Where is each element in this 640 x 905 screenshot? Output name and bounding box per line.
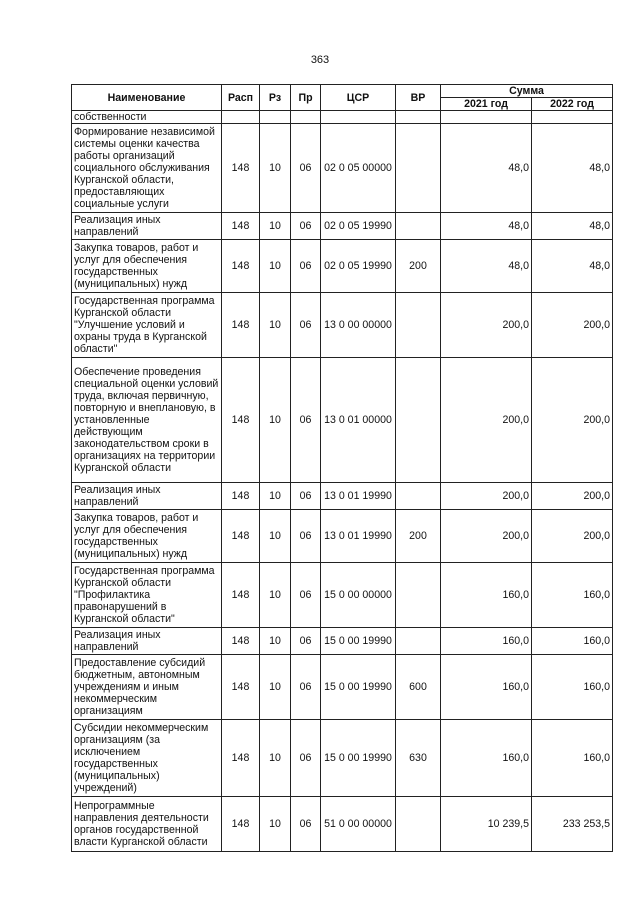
row-pr-cell: 06 [291, 124, 321, 213]
table-row [72, 797, 613, 852]
row-amount-2022-cell: 200,0 [532, 483, 613, 510]
row-vr-cell [396, 797, 441, 852]
row-pr-cell: 06 [291, 510, 321, 563]
row-vr-cell [396, 213, 441, 240]
table-row [72, 240, 613, 293]
row-name-cell: собственности [72, 111, 222, 124]
table-row [72, 510, 613, 563]
header-row-top [72, 85, 613, 98]
row-vr-cell [396, 111, 441, 124]
row-name-cell: Государственная программа Курганской области "Улучшение условий и охраны труда в Курганской области" [72, 293, 222, 358]
row-rasp-cell: 148 [222, 628, 260, 655]
row-amount-2021-cell: 160,0 [441, 563, 532, 628]
table-body [72, 111, 613, 852]
row-name-cell: Реализация иных направлений [72, 483, 222, 510]
row-name-cell: Субсидии некоммерческим организациям (за исключением государственных (муниципальных) учреждений) [72, 720, 222, 797]
row-csr-cell: 13 0 01 19990 [321, 483, 396, 510]
row-vr-cell [396, 563, 441, 628]
row-amount-2021-cell: 48,0 [441, 240, 532, 293]
page-number: 363 [310, 54, 330, 66]
header-sum: Сумма [441, 85, 613, 98]
row-pr-cell: 06 [291, 293, 321, 358]
row-pr-cell: 06 [291, 358, 321, 483]
row-csr-cell: 15 0 00 19990 [321, 628, 396, 655]
row-rz-cell: 10 [260, 483, 291, 510]
row-rasp-cell: 148 [222, 293, 260, 358]
row-amount-2022-cell: 160,0 [532, 720, 613, 797]
row-amount-2021-cell: 160,0 [441, 655, 532, 720]
row-rz-cell: 10 [260, 510, 291, 563]
row-amount-2022-cell: 48,0 [532, 124, 613, 213]
row-pr-cell: 06 [291, 797, 321, 852]
row-rz-cell: 10 [260, 563, 291, 628]
row-rasp-cell: 148 [222, 720, 260, 797]
table-row [72, 720, 613, 797]
row-name-cell: Непрограммные направления деятельности органов государственной власти Курганской области [72, 797, 222, 852]
row-amount-2021-cell: 10 239,5 [441, 797, 532, 852]
row-name-cell: Реализация иных направлений [72, 213, 222, 240]
row-amount-2022-cell: 233 253,5 [532, 797, 613, 852]
row-csr-cell: 02 0 05 00000 [321, 124, 396, 213]
row-csr-cell: 15 0 00 19990 [321, 655, 396, 720]
table-row [72, 358, 613, 483]
row-pr-cell: 06 [291, 213, 321, 240]
header-year-2021: 2021 год [441, 98, 532, 111]
row-pr-cell: 06 [291, 563, 321, 628]
table-row [72, 124, 613, 213]
table-row [72, 655, 613, 720]
row-rasp-cell: 148 [222, 124, 260, 213]
header-pr: Пр [291, 85, 321, 111]
row-amount-2021-cell: 200,0 [441, 358, 532, 483]
row-vr-cell: 600 [396, 655, 441, 720]
row-csr-cell [321, 111, 396, 124]
row-amount-2022-cell [532, 111, 613, 124]
row-csr-cell: 15 0 00 19990 [321, 720, 396, 797]
row-csr-cell: 13 0 01 00000 [321, 358, 396, 483]
row-pr-cell: 06 [291, 240, 321, 293]
header-csr: ЦСР [321, 85, 396, 111]
row-rz-cell [260, 111, 291, 124]
row-pr-cell: 06 [291, 720, 321, 797]
row-amount-2022-cell: 160,0 [532, 628, 613, 655]
row-rasp-cell: 148 [222, 510, 260, 563]
row-name-cell: Реализация иных направлений [72, 628, 222, 655]
row-csr-cell: 02 0 05 19990 [321, 240, 396, 293]
row-amount-2021-cell: 200,0 [441, 510, 532, 563]
row-name-cell: Предоставление субсидий бюджетным, автономным учреждениям и иным некоммерческим организациям [72, 655, 222, 720]
row-amount-2022-cell: 48,0 [532, 213, 613, 240]
table-row [72, 293, 613, 358]
row-csr-cell: 15 0 00 00000 [321, 563, 396, 628]
table-row [72, 213, 613, 240]
row-pr-cell: 06 [291, 628, 321, 655]
row-amount-2022-cell: 160,0 [532, 563, 613, 628]
table-row [72, 111, 613, 124]
row-rz-cell: 10 [260, 720, 291, 797]
header-name: Наименование [72, 85, 222, 111]
budget-table [71, 84, 613, 852]
row-name-cell: Закупка товаров, работ и услуг для обеспечения государственных (муниципальных) нужд [72, 510, 222, 563]
row-rasp-cell: 148 [222, 655, 260, 720]
row-amount-2022-cell: 48,0 [532, 240, 613, 293]
row-amount-2021-cell: 48,0 [441, 124, 532, 213]
table-row [72, 628, 613, 655]
row-amount-2022-cell: 160,0 [532, 655, 613, 720]
row-pr-cell: 06 [291, 655, 321, 720]
row-amount-2022-cell: 200,0 [532, 358, 613, 483]
row-rasp-cell [222, 111, 260, 124]
row-vr-cell [396, 358, 441, 483]
row-pr-cell: 06 [291, 483, 321, 510]
row-amount-2021-cell [441, 111, 532, 124]
header-vr: ВР [396, 85, 441, 111]
row-vr-cell: 200 [396, 510, 441, 563]
row-vr-cell [396, 124, 441, 213]
row-amount-2021-cell: 48,0 [441, 213, 532, 240]
row-csr-cell: 13 0 00 00000 [321, 293, 396, 358]
row-rz-cell: 10 [260, 240, 291, 293]
row-rz-cell: 10 [260, 213, 291, 240]
row-rasp-cell: 148 [222, 483, 260, 510]
row-rz-cell: 10 [260, 655, 291, 720]
row-amount-2021-cell: 160,0 [441, 628, 532, 655]
row-vr-cell [396, 483, 441, 510]
row-pr-cell [291, 111, 321, 124]
row-csr-cell: 13 0 01 19990 [321, 510, 396, 563]
header-year-2022: 2022 год [532, 98, 613, 111]
row-rasp-cell: 148 [222, 797, 260, 852]
row-rasp-cell: 148 [222, 240, 260, 293]
row-rz-cell: 10 [260, 124, 291, 213]
row-rz-cell: 10 [260, 358, 291, 483]
row-amount-2021-cell: 200,0 [441, 293, 532, 358]
row-vr-cell: 200 [396, 240, 441, 293]
row-amount-2021-cell: 160,0 [441, 720, 532, 797]
table-row [72, 563, 613, 628]
row-csr-cell: 02 0 05 19990 [321, 213, 396, 240]
row-amount-2022-cell: 200,0 [532, 293, 613, 358]
row-rasp-cell: 148 [222, 213, 260, 240]
row-name-cell: Формирование независимой системы оценки качества работы организаций социального обслуживания Курганской области, предоставляющих социальные услуги [72, 124, 222, 213]
row-vr-cell: 630 [396, 720, 441, 797]
row-rz-cell: 10 [260, 797, 291, 852]
header-rasp: Расп [222, 85, 260, 111]
row-vr-cell [396, 293, 441, 358]
row-name-cell: Государственная программа Курганской области "Профилактика правонарушений в Курганской области" [72, 563, 222, 628]
row-csr-cell: 51 0 00 00000 [321, 797, 396, 852]
row-name-cell: Обеспечение проведения специальной оценки условий труда, включая первичную, повторную и внеплановую, в установленные действующим законодательством сроки в организациях на территории Курганской области [72, 358, 222, 483]
row-name-cell: Закупка товаров, работ и услуг для обеспечения государственных (муниципальных) нужд [72, 240, 222, 293]
row-vr-cell [396, 628, 441, 655]
row-rz-cell: 10 [260, 628, 291, 655]
row-amount-2022-cell: 200,0 [532, 510, 613, 563]
row-rasp-cell: 148 [222, 358, 260, 483]
row-rz-cell: 10 [260, 293, 291, 358]
row-rasp-cell: 148 [222, 563, 260, 628]
table-row [72, 483, 613, 510]
row-amount-2021-cell: 200,0 [441, 483, 532, 510]
header-rz: Рз [260, 85, 291, 111]
